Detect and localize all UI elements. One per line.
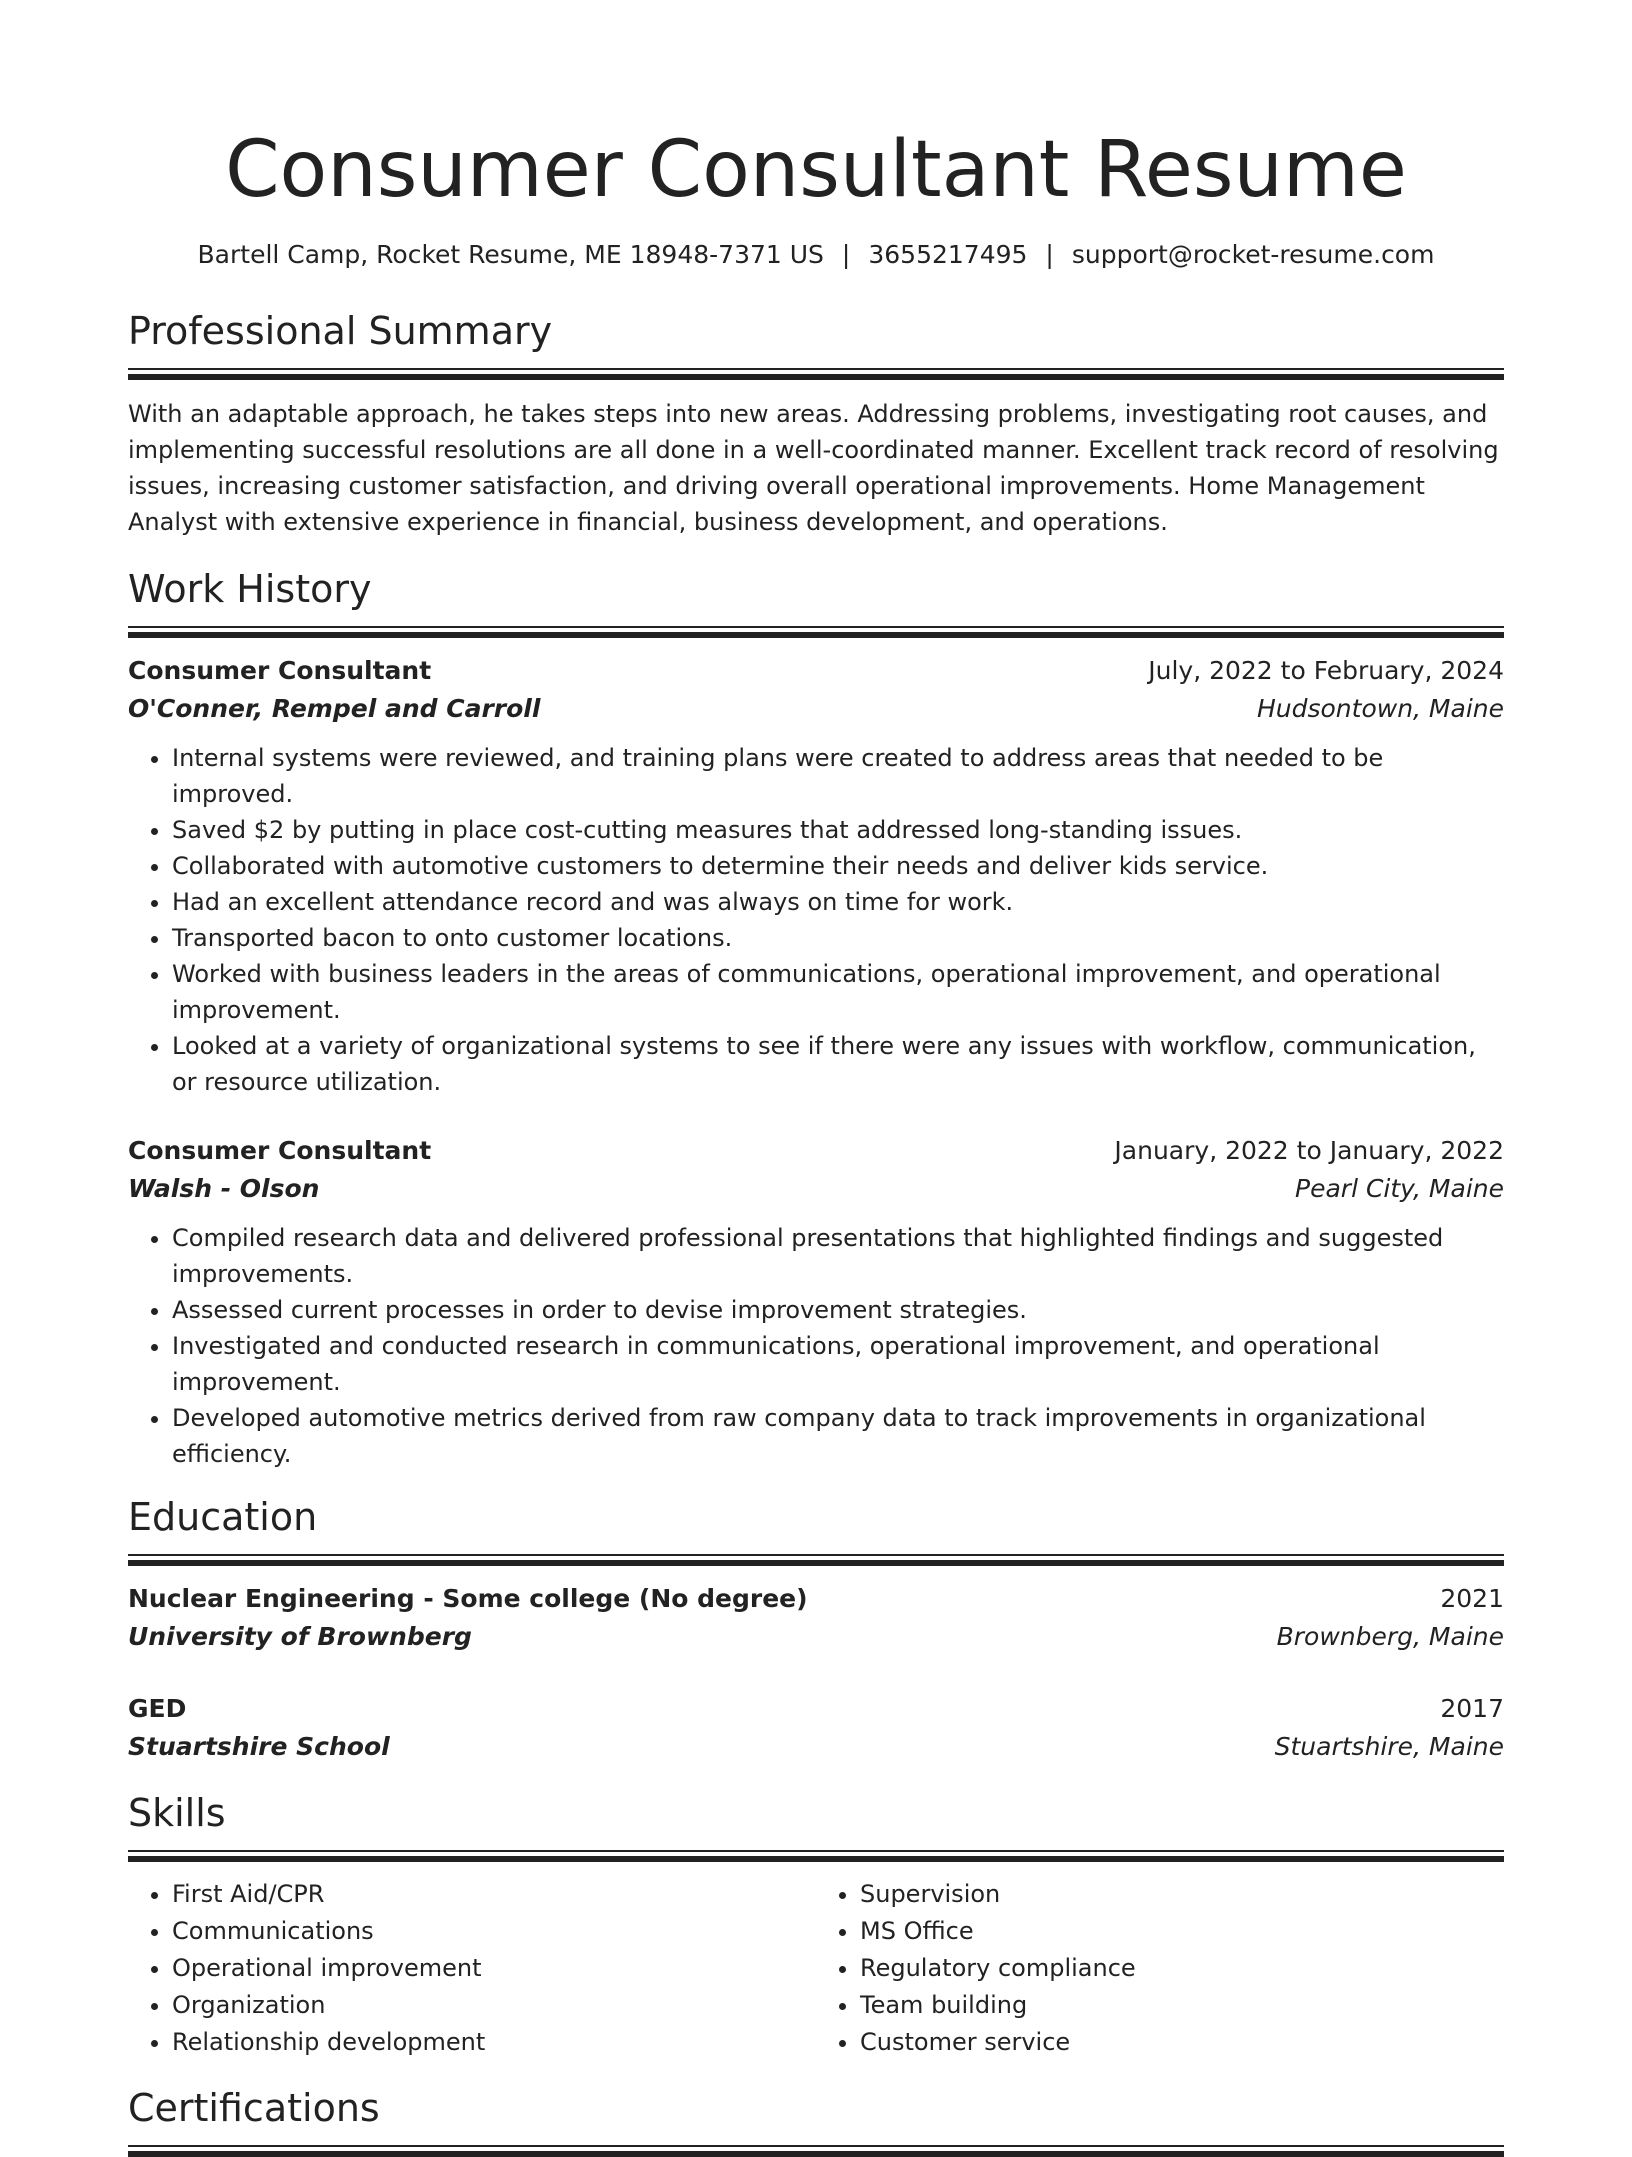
section-heading: Education xyxy=(128,1495,318,1539)
job-location: Hudsontown, Maine xyxy=(1256,694,1504,723)
education-entry xyxy=(128,1690,1504,1766)
contact-address: Bartell Camp, Rocket Resume, ME 18948-7371 US xyxy=(197,240,824,269)
job-bullet: • Compiled research data and delivered professional presentations that highlighted findings and suggested improvements. xyxy=(172,1220,1504,1292)
skill-item: • Team building xyxy=(860,1987,1504,2024)
job-company: O'Conner, Rempel and Carroll xyxy=(128,694,541,723)
skill-item: • Organization xyxy=(172,1987,816,2024)
skill-item: • Supervision xyxy=(860,1876,1504,1913)
education-school: University of Brownberg xyxy=(128,1622,472,1651)
job-header-row xyxy=(128,652,1504,690)
contact-phone: 3655217495 xyxy=(868,240,1028,269)
education-list xyxy=(128,1580,1504,1766)
education-year: 2021 xyxy=(1440,1584,1504,1613)
job-bullet: • Collaborated with automotive customers to determine their needs and deliver kids service. xyxy=(172,848,1504,884)
job-bullet: • Looked at a variety of organizational systems to see if there were any issues with workflow, communication, or resource utilization. xyxy=(172,1028,1504,1100)
job-bullet: • Developed automotive metrics derived from raw company data to track improvements in organizational efficiency. xyxy=(172,1400,1504,1472)
summary-section xyxy=(128,306,1504,540)
section-divider xyxy=(128,1850,1504,1862)
education-degree: GED xyxy=(128,1694,187,1723)
skills-section xyxy=(128,1788,1504,2061)
skill-item: • MS Office xyxy=(860,1913,1504,1950)
skills-left-column xyxy=(128,1876,816,2061)
contact-line xyxy=(128,238,1504,272)
job-entry xyxy=(128,1132,1504,1472)
contact-separator: | xyxy=(841,240,851,269)
job-title: Consumer Consultant xyxy=(128,656,432,685)
education-location: Stuartshire, Maine xyxy=(1274,1732,1504,1761)
resume-title: Consumer Consultant Resume xyxy=(225,125,1407,215)
job-bullet: • Internal systems were reviewed, and training plans were created to address areas that needed to be improved. xyxy=(172,740,1504,812)
skill-item: • Regulatory compliance xyxy=(860,1950,1504,1987)
education-header-row xyxy=(128,1690,1504,1728)
skill-item: • Operational improvement xyxy=(172,1950,816,1987)
job-header-row xyxy=(128,1132,1504,1170)
work-history-section xyxy=(128,564,1504,1472)
job-bullet-list xyxy=(128,740,1504,1100)
resume-page xyxy=(128,0,1504,2157)
education-degree: Nuclear Engineering - Some college (No degree) xyxy=(128,1584,808,1613)
job-dates: July, 2022 to February, 2024 xyxy=(1148,656,1504,685)
job-dates: January, 2022 to January, 2022 xyxy=(1114,1136,1504,1165)
job-bullet: • Assessed current processes in order to devise improvement strategies. xyxy=(172,1292,1504,1328)
job-bullet-list xyxy=(128,1220,1504,1472)
education-location: Brownberg, Maine xyxy=(1276,1622,1504,1651)
education-school: Stuartshire School xyxy=(128,1732,390,1761)
skill-item: • Customer service xyxy=(860,2024,1504,2061)
skill-item: • First Aid/CPR xyxy=(172,1876,816,1913)
education-year: 2017 xyxy=(1440,1694,1504,1723)
section-divider xyxy=(128,2145,1504,2157)
job-bullet: • Transported bacon to onto customer locations. xyxy=(172,920,1504,956)
section-heading: Certifications xyxy=(128,2086,380,2130)
job-entry xyxy=(128,652,1504,1100)
contact-separator: | xyxy=(1045,240,1054,269)
job-title: Consumer Consultant xyxy=(128,1136,432,1165)
education-header-row xyxy=(128,1580,1504,1618)
section-divider xyxy=(128,368,1504,380)
job-bullet: • Saved $2 by putting in place cost-cutting measures that addressed long-standing issues. xyxy=(172,812,1504,848)
education-school-row xyxy=(128,1618,1504,1656)
summary-text: With an adaptable approach, he takes steps into new areas. Addressing problems, investigating root causes, and implementing successful resolutions are all done in a well-coordinated manner. Excellent track record of resolving issues, increasing customer satisfaction, and driving overall operational improvements. Home Management Analyst with extensive experience in financial, business development, and operations. xyxy=(128,400,1499,536)
section-heading: Professional Summary xyxy=(128,309,553,353)
job-company: Walsh - Olson xyxy=(128,1174,320,1203)
certifications-section xyxy=(128,2083,1504,2157)
job-location: Pearl City, Maine xyxy=(1295,1174,1504,1203)
job-bullet: • Had an excellent attendance record and was always on time for work. xyxy=(172,884,1504,920)
section-heading: Work History xyxy=(128,567,372,611)
skills-right-column xyxy=(816,1876,1504,2061)
skill-item: • Relationship development xyxy=(172,2024,816,2061)
education-school-row xyxy=(128,1728,1504,1766)
education-entry xyxy=(128,1580,1504,1656)
section-divider xyxy=(128,626,1504,638)
contact-email: support@rocket-resume.com xyxy=(1071,240,1435,269)
job-company-row xyxy=(128,1170,1504,1208)
section-divider xyxy=(128,1554,1504,1566)
section-heading: Skills xyxy=(128,1791,226,1835)
job-list xyxy=(128,652,1504,1472)
education-section xyxy=(128,1492,1504,1766)
skills-columns xyxy=(128,1876,1504,2061)
job-bullet: • Investigated and conducted research in communications, operational improvement, and operational improvement. xyxy=(172,1328,1504,1400)
job-company-row xyxy=(128,690,1504,728)
job-bullet: • Worked with business leaders in the areas of communications, operational improvement, and operational improvement. xyxy=(172,956,1504,1028)
skill-item: • Communications xyxy=(172,1913,816,1950)
